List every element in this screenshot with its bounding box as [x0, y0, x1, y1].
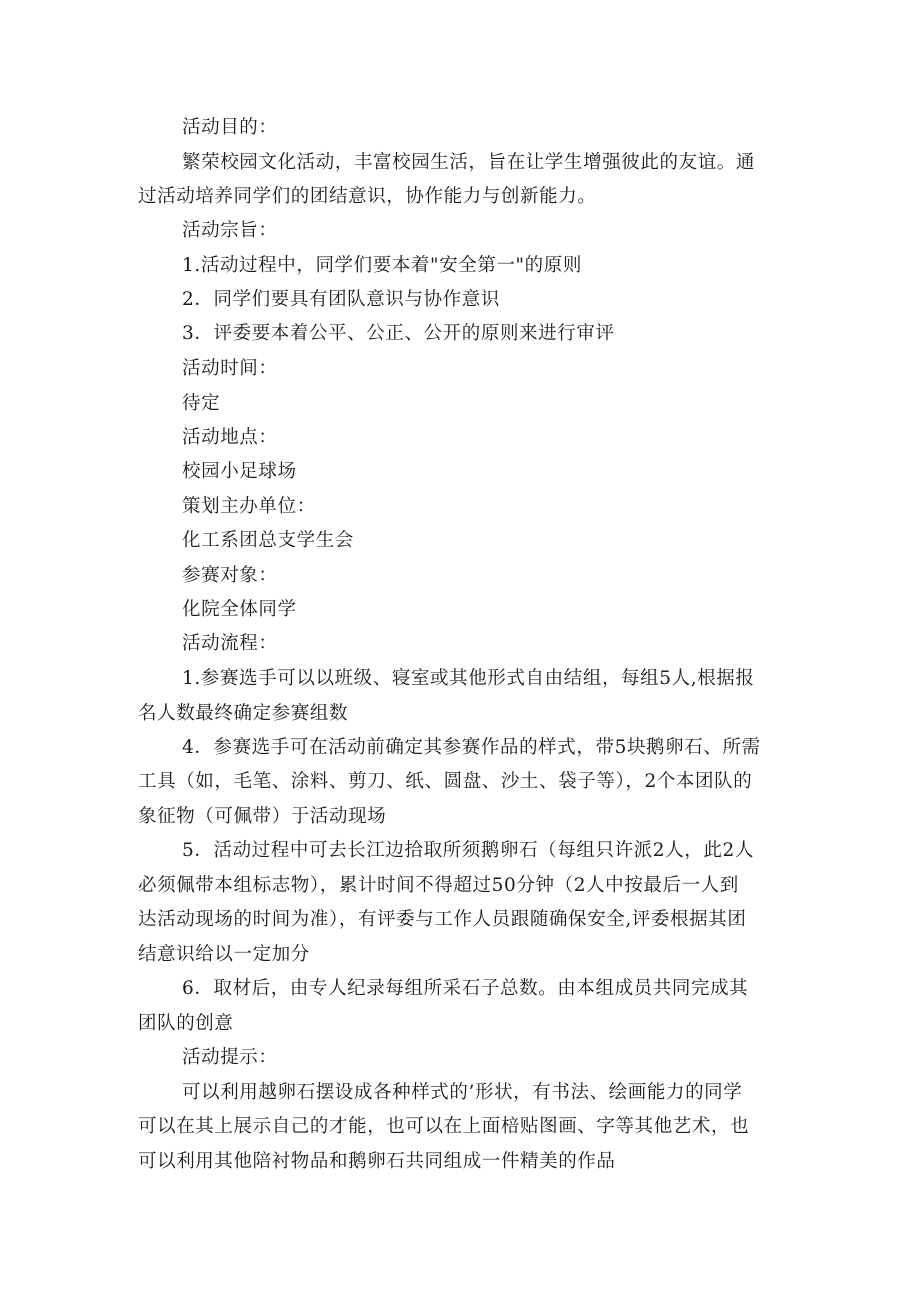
list-item: 1.参赛选手可以以班级、寝室或其他形式自由结组，每组5人,根据报 — [182, 668, 755, 689]
section-heading-tips: 活动提示： — [182, 1047, 278, 1068]
list-item: 1.活动过程中，同学们要本着"安全第一"的原则 — [182, 255, 582, 276]
paragraph-line: 过活动培养同学们的团结意识，协作能力与创新能力。 — [138, 186, 597, 207]
section-value-participants: 化院全体同学 — [182, 599, 297, 620]
paragraph-line: 可以利用越卵石摆设成各种样式的’形状，有书法、绘画能力的同学 — [182, 1082, 743, 1103]
section-heading-purpose: 活动目的： — [182, 117, 278, 138]
section-heading-location: 活动地点： — [182, 427, 278, 448]
section-heading-organizer: 策划主办单位： — [182, 496, 316, 517]
section-value-time: 待定 — [182, 393, 221, 414]
section-value-location: 校园小足球场 — [182, 461, 297, 482]
list-item-continuation: 达活动现场的时间为准），有评委与工作人员跟随确保安全,评委根据其团 — [138, 909, 747, 930]
paragraph-line: 可以利用其他陪衬物品和鹅卵石共同组成一件精美的作品 — [138, 1151, 616, 1172]
list-item: 6．取材后，由专人纪录每组所采石子总数。由本组成员共同完成其 — [182, 978, 749, 999]
paragraph-line: 繁荣校园文化活动，丰富校园生活，旨在让学生增强彼此的友谊。通 — [182, 152, 756, 173]
section-heading-time: 活动时间： — [182, 358, 278, 379]
list-item: 4．参赛选手可在活动前确定其参赛作品的样式，带5块鹅卵石、所需 — [182, 737, 761, 758]
section-value-organizer: 化工系团总支学生会 — [182, 530, 354, 551]
list-item-continuation: 团队的创意 — [138, 1013, 234, 1034]
section-heading-tenet: 活动宗旨： — [182, 220, 278, 241]
list-item-continuation: 名人数最终确定参赛组数 — [138, 703, 349, 724]
list-item: 5．活动过程中可去长江边拾取所须鹅卵石（每组只许派2人，此2人 — [182, 840, 754, 861]
list-item: 3．评委要本着公平、公正、公开的原则来进行审评 — [182, 323, 615, 344]
list-item-continuation: 象征物（可佩带）于活动现场 — [138, 806, 387, 827]
list-item-continuation: 工具（如，毛笔、涂料、剪刀、纸、圆盘、沙土、袋子等），2个本团队的 — [138, 771, 753, 792]
paragraph-line: 可以在其上展示自己的才能，也可以在上面棓贴图画、字等其他艺术，也 — [138, 1116, 750, 1137]
section-heading-process: 活动流程： — [182, 633, 278, 654]
section-heading-participants: 参赛对象： — [182, 565, 278, 586]
list-item-continuation: 必须佩带本组标志物），累计时间不得超过50分钟（2人中按最后一人到 — [138, 875, 739, 896]
list-item-continuation: 结意识给以一定加分 — [138, 944, 310, 965]
list-item: 2．同学们要具有团队意识与协作意识 — [182, 289, 500, 310]
